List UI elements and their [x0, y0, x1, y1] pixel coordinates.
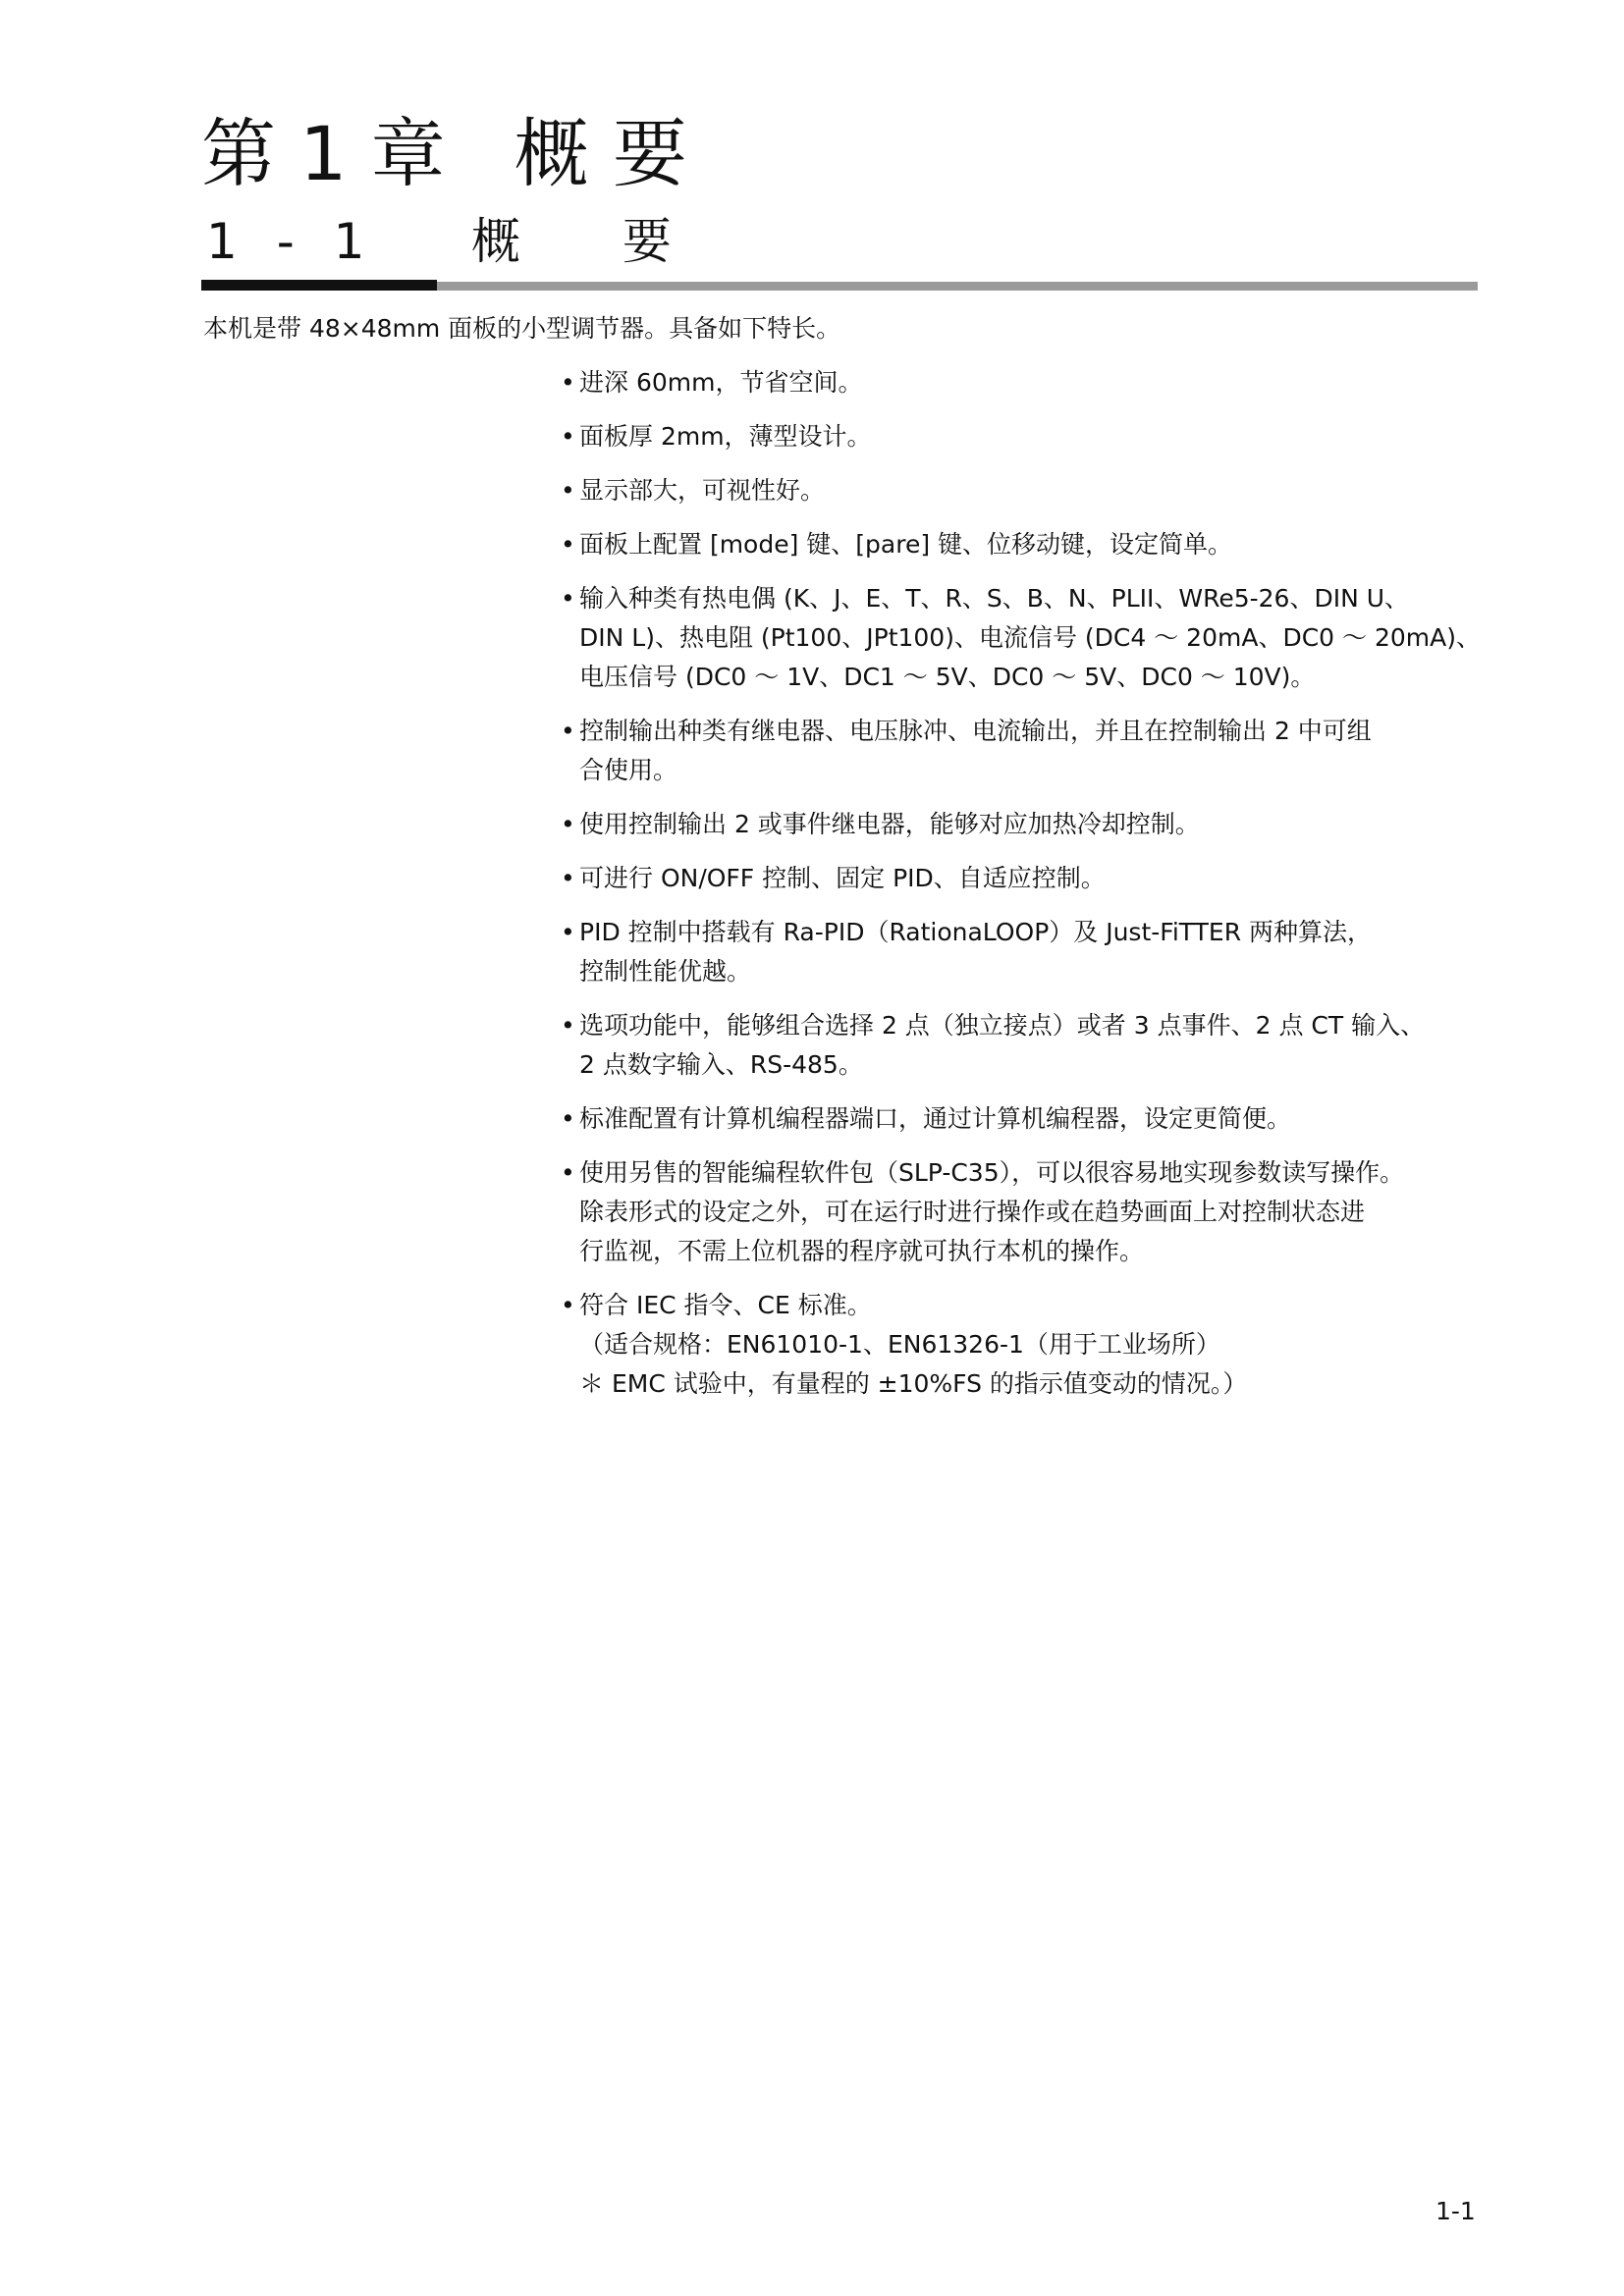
feature-text-line: 使用另售的智能编程软件包（SLP-C35），可以很容易地实现参数读写操作。	[579, 1158, 1405, 1187]
feature-item	[561, 363, 1484, 402]
section-number: 1 - 1	[206, 213, 377, 270]
feature-text-line: 电压信号 (DC0 ～ 1V、DC1 ～ 5V、DC0 ～ 5V、DC0 ～ 10V)。	[579, 663, 1316, 691]
feature-text-line: 显示部大，可视性好。	[579, 476, 826, 505]
feature-text-line: ＊ EMC 试验中，有量程的 ±10%FS 的指示值变动的情况。）	[579, 1369, 1248, 1398]
feature-item	[561, 579, 1484, 697]
feature-text-line: 合使用。	[579, 756, 678, 784]
bullet-icon: •	[561, 810, 575, 838]
feature-text-line: 面板厚 2mm，薄型设计。	[579, 422, 872, 451]
bullet-icon: •	[561, 1011, 575, 1040]
section-rule-gray-segment	[437, 282, 1478, 291]
bullet-icon: •	[561, 368, 575, 397]
bullet-icon: •	[561, 864, 575, 892]
feature-text-line: 进深 60mm，节省空间。	[579, 368, 863, 397]
bullet-icon: •	[561, 1291, 575, 1319]
feature-item	[561, 471, 1484, 510]
bullet-icon: •	[561, 717, 575, 745]
feature-item	[561, 417, 1484, 456]
feature-item	[561, 1099, 1484, 1139]
page-number: 1-1	[1435, 2197, 1476, 2225]
feature-item	[561, 1286, 1484, 1404]
feature-text-line: 使用控制输出 2 或事件继电器，能够对应加热冷却控制。	[579, 810, 1200, 838]
intro-paragraph: 本机是带 48×48mm 面板的小型调节器。具备如下特长。	[203, 314, 841, 343]
section-rule	[201, 280, 1478, 291]
feature-text-line: DIN L)、热电阻 (Pt100、JPt100)、电流信号 (DC4 ～ 20mA、DC0 ～ 20mA)、	[579, 623, 1481, 652]
section-heading	[201, 206, 1478, 281]
feature-item	[561, 712, 1484, 790]
feature-text-line: 控制性能优越。	[579, 957, 752, 986]
feature-text-line: 选项功能中，能够组合选择 2 点（独立接点）或者 3 点事件、2 点 CT 输入、	[579, 1011, 1426, 1040]
feature-text-line: 2 点数字输入、RS-485。	[579, 1050, 863, 1079]
feature-text-line: 除表形式的设定之外，可在运行时进行操作或在趋势画面上对控制状态进	[579, 1198, 1366, 1226]
feature-text-line: PID 控制中搭载有 Ra-PID（RationaLOOP）及 Just-FiTTER 两种算法，	[579, 918, 1373, 946]
bullet-icon: •	[561, 476, 575, 505]
bullet-icon: •	[561, 584, 575, 613]
feature-text-line: 可进行 ON/OFF 控制、固定 PID、自适应控制。	[579, 864, 1106, 892]
feature-list	[561, 363, 1484, 1418]
chapter-heading	[201, 110, 687, 198]
feature-item	[561, 1006, 1484, 1085]
feature-text-line: 行监视，不需上位机器的程序就可执行本机的操作。	[579, 1237, 1145, 1265]
bullet-icon: •	[561, 918, 575, 946]
feature-text-line: 符合 IEC 指令、CE 标准。	[579, 1291, 872, 1319]
feature-item	[561, 525, 1484, 564]
bullet-icon: •	[561, 1158, 575, 1187]
feature-text-line: 面板上配置 [mode] 键、[pare] 键、位移动键，设定简单。	[579, 530, 1233, 559]
feature-item	[561, 1153, 1484, 1271]
chapter-title: 概 要	[514, 110, 687, 197]
feature-text-line: （适合规格：EN61010-1、EN61326-1（用于工业场所）	[579, 1330, 1220, 1359]
section-rule-dark-segment	[201, 280, 437, 291]
bullet-icon: •	[561, 422, 575, 451]
feature-text-line: 输入种类有热电偶 (K、J、E、T、R、S、B、N、PLII、WRe5-26、DIN U、	[579, 584, 1410, 613]
feature-item	[561, 859, 1484, 898]
feature-text-line: 控制输出种类有继电器、电压脉冲、电流输出，并且在控制输出 2 中可组	[579, 717, 1372, 745]
feature-item	[561, 913, 1484, 991]
bullet-icon: •	[561, 1104, 575, 1133]
feature-item	[561, 805, 1484, 844]
section-title: 概 要	[471, 213, 715, 270]
chapter-label: 第 1 章	[201, 110, 446, 197]
feature-text-line: 标准配置有计算机编程器端口，通过计算机编程器，设定更简便。	[579, 1104, 1292, 1133]
bullet-icon: •	[561, 530, 575, 559]
